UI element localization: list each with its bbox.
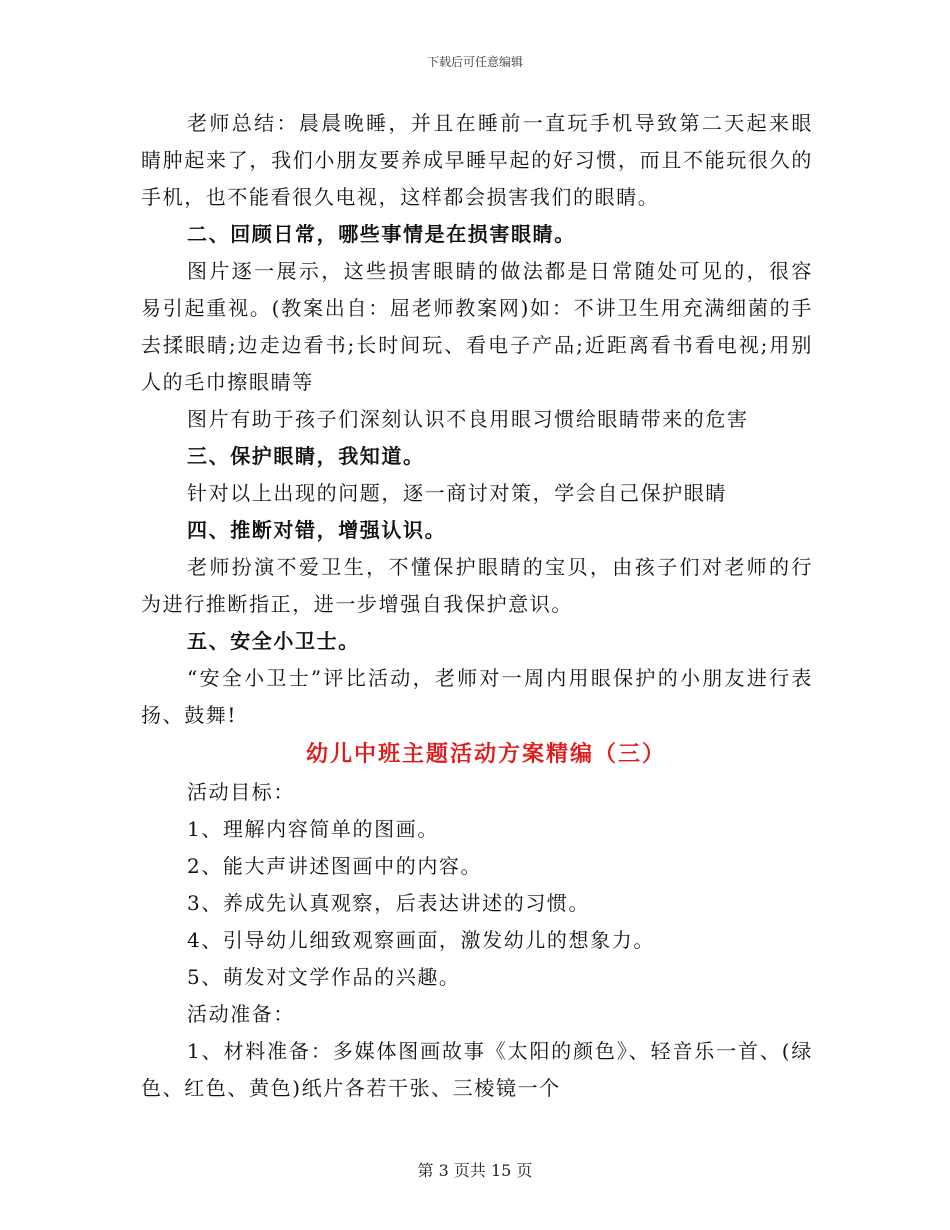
paragraph-safety-guard: “安全小卫士”评比活动，老师对一周内用眼保护的小朋友进行表扬、鼓舞! — [141, 666, 813, 727]
paragraph-daily-habits: 图片逐一展示，这些损害眼睛的做法都是日常随处可见的，很容易引起重视。(教案出自：屈老师教案网)如：不讲卫生用充满细菌的手去揉眼睛;边走边看书;长时间玩、看电子产品;近距离看书看电视;用别人的毛巾擦眼睛等 — [141, 259, 813, 394]
section-heading-5: 五、安全小卫士。 — [187, 629, 360, 653]
paragraph-summary: 老师总结：晨晨晚睡，并且在睡前一直玩手机导致第二天起来眼睛肿起来了，我们小朋友要养成早睡早起的好习惯，而且不能玩很久的手机，也不能看很久电视，这样都会损害我们的眼睛。 — [141, 111, 813, 209]
section-heading-4: 四、推断对错，增强认识。 — [187, 518, 447, 542]
paragraph-preparation-label: 活动准备： — [187, 1002, 295, 1026]
list-item-goal-1: 1、理解内容简单的图画。 — [187, 817, 439, 841]
list-item-preparation-1: 1、材料准备：多媒体图画故事《太阳的颜色》、轻音乐一首、(绿色、红色、黄色)纸片各若干张、三棱镜一个 — [141, 1039, 813, 1100]
paragraph-goals-label: 活动目标： — [187, 780, 295, 804]
page-header: 下载后可任意编辑 — [426, 55, 523, 69]
list-item-goal-4: 4、引导幼儿细致观察画面，激发幼儿的想象力。 — [187, 928, 655, 952]
document-section-title: 幼儿中班主题活动方案精编（三） — [305, 741, 666, 767]
section-heading-2: 二、回顾日常，哪些事情是在损害眼睛。 — [187, 222, 576, 246]
paragraph-pictures-help: 图片有助于孩子们深刻认识不良用眼习惯给眼睛带来的危害 — [187, 407, 749, 431]
list-item-goal-3: 3、养成先认真观察，后表达讲述的习惯。 — [187, 891, 591, 915]
section-heading-3: 三、保护眼睛，我知道。 — [187, 444, 425, 468]
list-item-goal-5: 5、萌发对文学作品的兴趣。 — [187, 965, 461, 989]
paragraph-teacher-roleplay: 老师扮演不爱卫生，不懂保护眼睛的宝贝，由孩子们对老师的行为进行推断指正，进一步增强自我保护意识。 — [141, 555, 813, 616]
page-footer: 第 3 页共 15 页 — [417, 1161, 533, 1180]
paragraph-countermeasures: 针对以上出现的问题，逐一商讨对策，学会自己保护眼睛 — [187, 481, 727, 505]
list-item-goal-2: 2、能大声讲述图画中的内容。 — [187, 854, 483, 878]
document-body — [141, 105, 813, 1107]
